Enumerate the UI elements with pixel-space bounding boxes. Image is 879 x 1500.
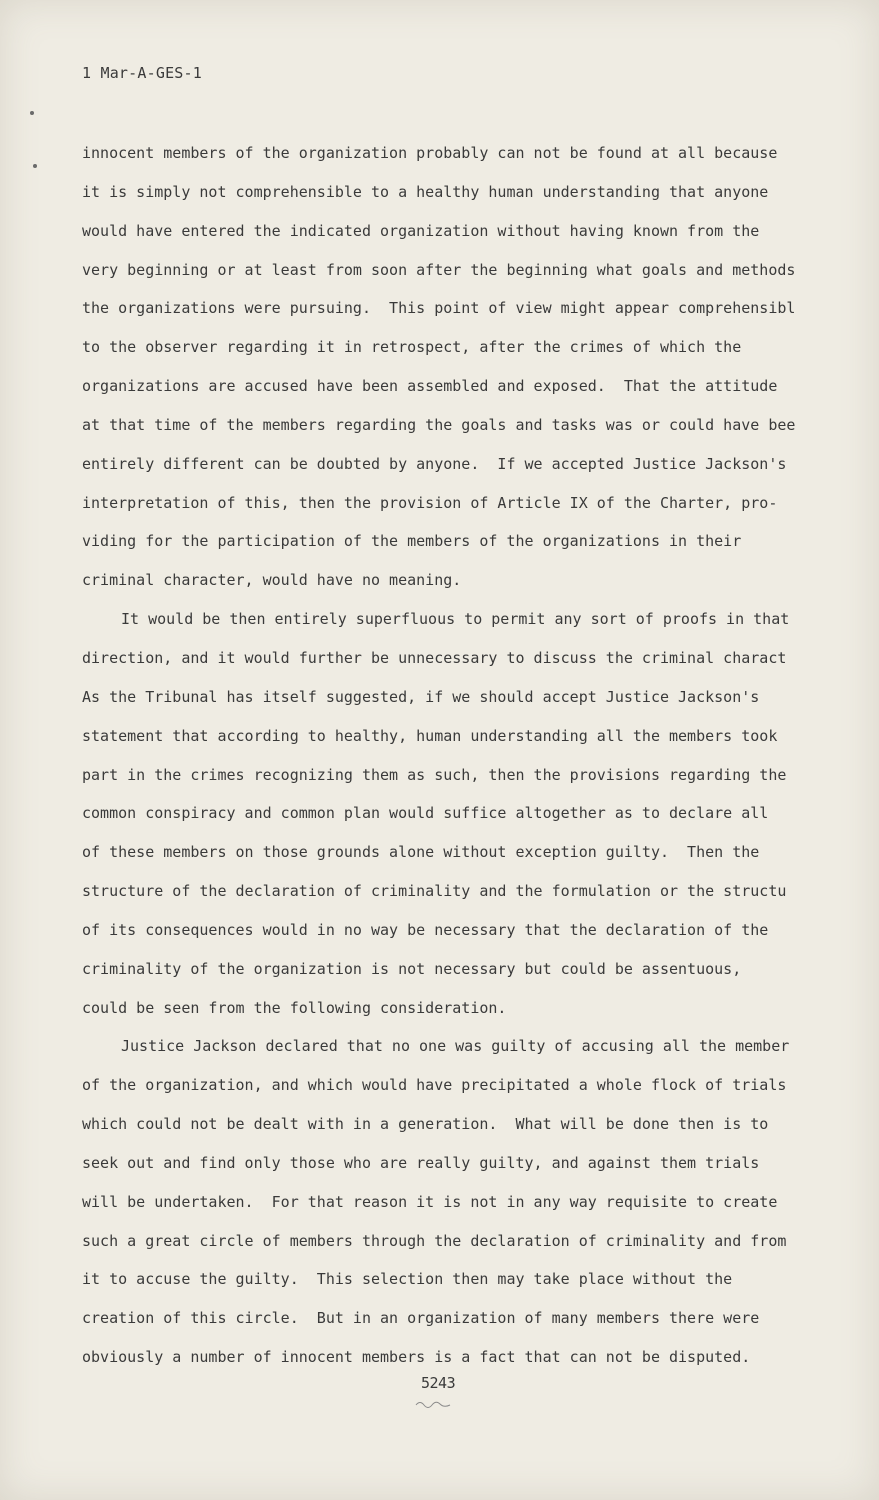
text-line: criminality of the organization is not necessary but could be assentuous, bbox=[82, 959, 742, 978]
text-line: will be undertaken. For that reason it is not in any way requisite to create bbox=[82, 1192, 778, 1211]
text-line: interpretation of this, then the provision of Article IX of the Charter, pro- bbox=[82, 493, 778, 512]
text-line: very beginning or at least from soon after the beginning what goals and methods bbox=[82, 260, 796, 279]
text-line: viding for the participation of the members of the organizations in their bbox=[82, 532, 742, 551]
text-line: As the Tribunal has itself suggested, if we should accept Justice Jackson's bbox=[82, 687, 760, 706]
text-line: criminal character, would have no meaning. bbox=[82, 571, 462, 590]
text-line: which could not be dealt with in a generation. What will be done then is to bbox=[82, 1115, 769, 1134]
page-number-scribble bbox=[414, 1396, 454, 1410]
text-line: it to accuse the guilty. This selection then may take place without the bbox=[82, 1270, 733, 1289]
text-line: would have entered the indicated organization without having known from the bbox=[82, 221, 760, 240]
text-line: such a great circle of members through the declaration of criminality and from bbox=[82, 1231, 787, 1250]
text-line: entirely different can be doubted by anyone. If we accepted Justice Jackson's bbox=[82, 454, 787, 473]
margin-mark bbox=[33, 164, 37, 168]
text-line: part in the crimes recognizing them as such, then the provisions regarding the bbox=[82, 765, 787, 784]
text-line: creation of this circle. But in an organization of many members there were bbox=[82, 1309, 760, 1328]
text-line: of its consequences would in no way be necessary that the declaration of the bbox=[82, 920, 769, 939]
text-line: it is simply not comprehensible to a healthy human understanding that anyone bbox=[82, 182, 769, 201]
text-line: to the observer regarding it in retrospect, after the crimes of which the bbox=[82, 338, 742, 357]
text-line: Justice Jackson declared that no one was guilty of accusing all the member bbox=[121, 1037, 790, 1056]
document-body bbox=[82, 134, 879, 1377]
text-line: structure of the declaration of criminality and the formulation or the structu bbox=[82, 882, 787, 901]
text-line: common conspiracy and common plan would suffice altogether as to declare all bbox=[82, 804, 769, 823]
page-number: 5243 bbox=[421, 1374, 456, 1392]
text-line: the organizations were pursuing. This point of view might appear comprehensibl bbox=[82, 299, 796, 318]
margin-mark bbox=[30, 111, 34, 115]
text-line: statement that according to healthy, human understanding all the members took bbox=[82, 726, 778, 745]
page-header: 1 Mar-A-GES-1 bbox=[82, 64, 202, 82]
text-line: It would be then entirely superfluous to permit any sort of proofs in that bbox=[121, 610, 790, 629]
text-line: obviously a number of innocent members is a fact that can not be disputed. bbox=[82, 1348, 751, 1367]
text-line: could be seen from the following consideration. bbox=[82, 998, 507, 1017]
text-line: seek out and find only those who are really guilty, and against them trials bbox=[82, 1153, 760, 1172]
text-line: at that time of the members regarding the goals and tasks was or could have bee bbox=[82, 415, 796, 434]
text-line: direction, and it would further be unnecessary to discuss the criminal charact bbox=[82, 648, 787, 667]
text-line: of these members on those grounds alone without exception guilty. Then the bbox=[82, 843, 760, 862]
text-line: innocent members of the organization probably can not be found at all because bbox=[82, 144, 778, 162]
text-line: of the organization, and which would have precipitated a whole flock of trials bbox=[82, 1076, 787, 1095]
text-line: organizations are accused have been assembled and exposed. That the attitude bbox=[82, 377, 778, 396]
